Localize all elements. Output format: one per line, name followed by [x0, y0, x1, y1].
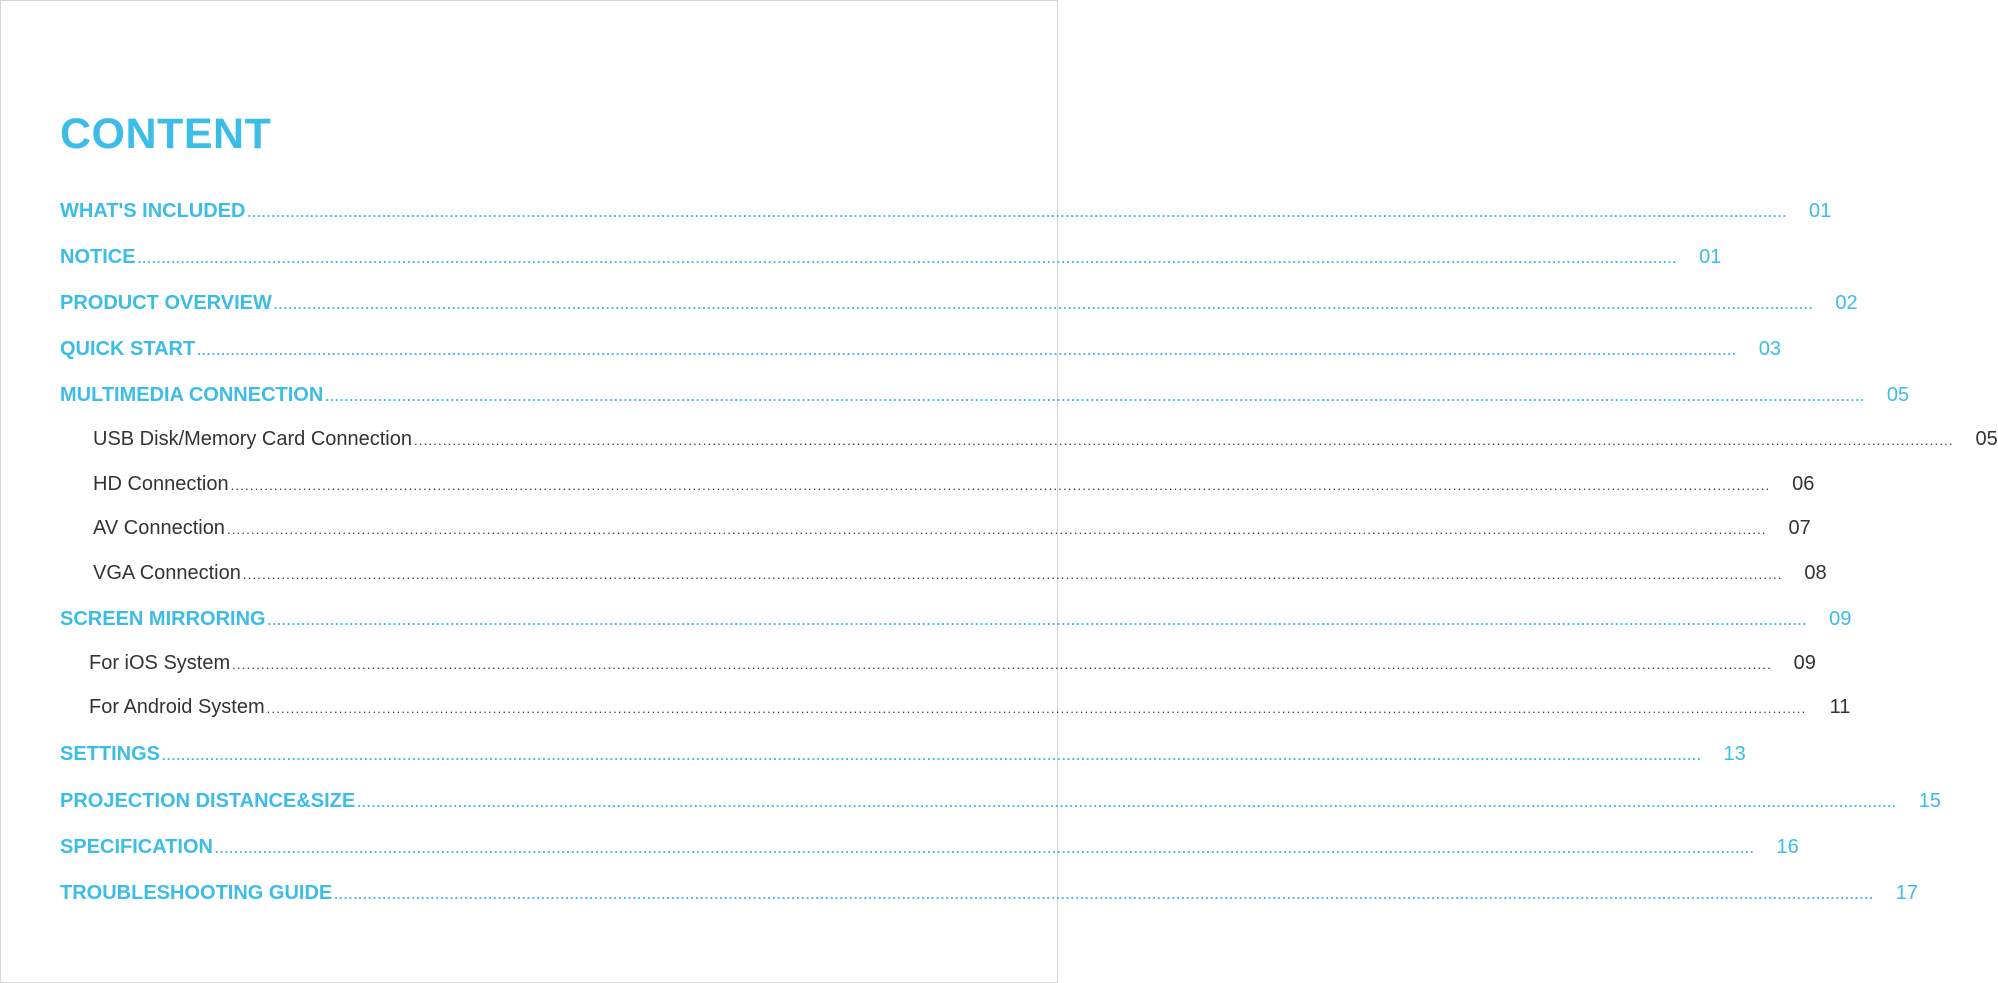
toc-page-number: 13 [1723, 743, 1746, 765]
toc-page-number: 07 [1788, 517, 1811, 539]
dot-leader: ................................................................................................................................................................................................................................................................................................................................ [325, 389, 1866, 404]
toc-page-number: 05 [1975, 428, 1998, 450]
dot-leader: ................................................................................................................................................................................................................................................................................................................................ [162, 748, 1702, 763]
toc-entry-for-ios-system[interactable] [89, 649, 1816, 677]
dot-leader: ................................................................................................................................................................................................................................................................................................................................ [214, 841, 1755, 856]
toc-entry-vga-connection[interactable] [93, 559, 1827, 587]
toc-entry-label: QUICK START [60, 338, 196, 360]
toc-entry-label: SPECIFICATION [60, 836, 213, 858]
toc-page-number: 09 [1829, 608, 1852, 630]
toc-page-number: 02 [1835, 292, 1858, 314]
toc-entry-av-connection[interactable] [93, 514, 1811, 542]
dot-leader: ................................................................................................................................................................................................................................................................................................................................ [273, 297, 1814, 312]
toc-entry-quick-start[interactable] [60, 335, 1781, 363]
dot-leader: ................................................................................................................................................................................................................................................................................................................................ [230, 478, 1771, 493]
toc-entry-troubleshooting-guide[interactable] [60, 879, 1919, 907]
toc-entry-label: USB Disk/Memory Card Connection [93, 428, 412, 450]
dot-leader: ................................................................................................................................................................................................................................................................................................................................ [266, 701, 1807, 716]
toc-page-number: 15 [1918, 790, 1941, 812]
toc-entry-label: HD Connection [93, 473, 229, 495]
toc-page-number: 11 [1829, 696, 1851, 718]
toc-entry-hd-connection[interactable] [93, 470, 1815, 498]
toc-entry-screen-mirroring[interactable] [60, 605, 1852, 633]
toc-entry-label: VGA Connection [93, 562, 241, 584]
toc-page-number: 05 [1886, 384, 1910, 406]
page-title: CONTENT [60, 110, 272, 158]
dot-leader: ................................................................................................................................................................................................................................................................................................................................ [357, 795, 1897, 810]
dot-leader: ................................................................................................................................................................................................................................................................................................................................ [197, 343, 1737, 358]
toc-entry-label: SCREEN MIRRORING [60, 608, 266, 630]
toc-entry-product-overview[interactable] [60, 289, 1858, 317]
dot-leader: ................................................................................................................................................................................................................................................................................................................................ [414, 433, 1954, 448]
toc-entry-label: MULTIMEDIA CONNECTION [60, 384, 324, 406]
dot-leader: ................................................................................................................................................................................................................................................................................................................................ [137, 251, 1678, 266]
toc-entry-for-android-system[interactable] [89, 693, 1851, 721]
toc-entry-multimedia-connection[interactable] [60, 381, 1910, 409]
toc-page-number: 01 [1699, 246, 1722, 268]
toc-entry-label: PROJECTION DISTANCE&SIZE [60, 790, 356, 812]
toc-entry-label: SETTINGS [60, 743, 161, 765]
toc-entry-usb-disk-connection[interactable] [93, 425, 1998, 453]
toc-page-number: 06 [1792, 473, 1815, 495]
toc-entry-label: For Android System [89, 696, 265, 718]
dot-leader: ................................................................................................................................................................................................................................................................................................................................ [242, 567, 1783, 582]
toc-page-number: 16 [1776, 836, 1799, 858]
dot-leader: ................................................................................................................................................................................................................................................................................................................................ [334, 887, 1875, 902]
toc-entry-settings[interactable] [60, 740, 1746, 768]
toc-page-number: 17 [1895, 882, 1919, 904]
toc-entry-label: NOTICE [60, 246, 136, 268]
toc-page-number: 08 [1804, 562, 1827, 584]
toc-entry-specification[interactable] [60, 833, 1799, 861]
toc-entry-label: WHAT'S INCLUDED [60, 200, 246, 222]
toc-entry-label: For iOS System [89, 652, 231, 674]
toc-entry-whats-included[interactable] [60, 197, 1832, 225]
toc-page-number: 09 [1793, 652, 1816, 674]
dot-leader: ................................................................................................................................................................................................................................................................................................................................ [226, 522, 1767, 537]
toc-entry-notice[interactable] [60, 243, 1722, 271]
toc-entry-label: PRODUCT OVERVIEW [60, 292, 272, 314]
toc-entry-label: AV Connection [93, 517, 225, 539]
dot-leader: ................................................................................................................................................................................................................................................................................................................................ [267, 613, 1808, 628]
toc-entry-label: TROUBLESHOOTING GUIDE [60, 882, 333, 904]
toc-page-number: 03 [1758, 338, 1781, 360]
dot-leader: ................................................................................................................................................................................................................................................................................................................................ [247, 205, 1788, 220]
dot-leader: ................................................................................................................................................................................................................................................................................................................................ [232, 657, 1772, 672]
toc-entry-projection-distance-size[interactable] [60, 787, 1941, 815]
toc-page-number: 01 [1809, 200, 1832, 222]
